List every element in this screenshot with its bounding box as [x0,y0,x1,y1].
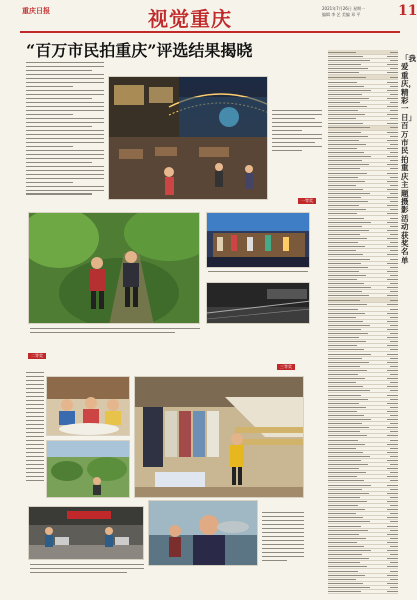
header-date: 2021年7月26日 星期一 [322,6,366,11]
header-rule [20,31,400,33]
first-prize-tag: 一等奖 [298,198,316,204]
photo-clothing-market [134,376,304,498]
winners-vertical-title: 「我爱重庆，精彩一日」百万市民拍重庆主题摄影活动获奖名单 [401,54,416,265]
photo-kids-greenery [28,212,200,324]
header-editors: 编辑 李 艺 美编 邓 平 [322,12,361,17]
photo-kids-eating [46,376,130,436]
article-headline: “百万市民拍重庆”评选结果揭晓 [26,41,253,60]
photo-indoor-court [206,212,310,268]
indoor-caption [208,271,308,275]
bottom-caption [262,512,304,564]
kids-photo-caption [30,328,200,336]
winner-row [328,590,398,594]
photo-night-street [108,76,268,200]
article-body [26,62,104,200]
section-title: 视觉重庆 [148,7,232,31]
header-meta [322,6,402,18]
photo-city-night [206,282,310,324]
workers-caption [30,564,144,576]
photo-workers [28,506,144,560]
newspaper-logo: 重庆日报 [22,6,50,15]
third-prize-tag: 三等奖 [277,364,295,370]
page-number: 11 [398,3,417,19]
winners-list [328,50,398,598]
second-prize-tag: 二等奖 [28,353,46,359]
third-section-text [26,372,44,484]
photo-woman-fish [148,500,258,566]
photo-farm [46,440,130,498]
main-photo-caption [272,110,322,180]
